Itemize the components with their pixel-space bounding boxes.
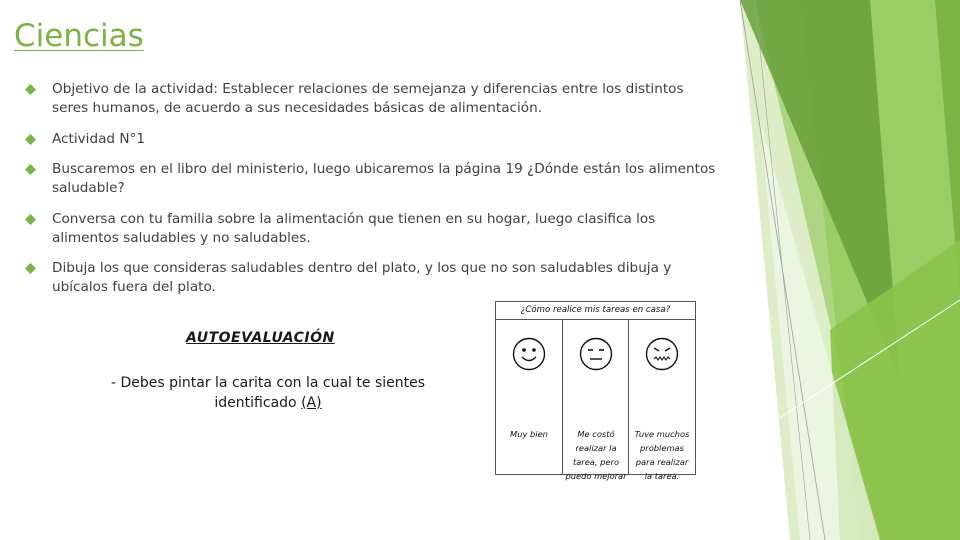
list-item [20, 160, 720, 198]
diamond-bullet-icon [25, 84, 36, 95]
bullet-list [20, 80, 720, 309]
bullet-text: Objetivo de la actividad: Establecer relaciones de semejanza y diferencias entre los distintos seres humanos, de acuerdo a sus necesidades básicas de alimentación. [52, 81, 684, 116]
bullet-text: Buscaremos en el libro del ministerio, luego ubicaremos la página 19 ¿Dónde están los alimentos saludable? [52, 161, 716, 196]
list-item [20, 130, 720, 149]
scale-option-label: Me costó realizar la tarea, pero puedo mejorar [565, 429, 627, 481]
neutral-face-icon [579, 337, 613, 371]
bullet-text: Dibuja los que consideras saludables dentro del plato, y los que no son saludables dibuja y ubícalos fuera del plato. [52, 260, 672, 295]
diamond-bullet-icon [25, 134, 36, 145]
sad-face-icon [645, 337, 679, 371]
list-item [20, 80, 720, 118]
diamond-bullet-icon [25, 263, 36, 274]
diamond-bullet-icon [25, 164, 36, 175]
diamond-bullet-icon [25, 214, 36, 225]
list-item [20, 259, 720, 297]
self-evaluation-instruction [78, 373, 458, 413]
scale-option-neutral[interactable] [562, 319, 629, 481]
scale-option-label: Muy bien [510, 429, 548, 439]
list-item [20, 210, 720, 248]
self-evaluation-scale [495, 301, 696, 481]
bullet-text: Conversa con tu familia sobre la alimentación que tienen en su hogar, luego clasifica los alimentos saludables y no saludables. [52, 210, 656, 246]
instruction-text: - Debes pintar la carita con la cual te sientes identificado [110, 375, 426, 411]
self-evaluation-heading: AUTOEVALUACIÓN [186, 330, 335, 346]
scale-option-label: Tuve muchos problemas para realizar la tarea. [634, 429, 690, 481]
scale-question: ¿Cómo realice mis tareas en casa? [496, 302, 695, 320]
page-title: Ciencias [14, 18, 144, 54]
bullet-text: Actividad N°1 [52, 130, 145, 147]
instruction-tag: (A) [301, 395, 322, 411]
scale-option-happy[interactable] [496, 319, 562, 474]
happy-face-icon [512, 337, 546, 371]
scale-option-sad[interactable] [628, 319, 695, 481]
